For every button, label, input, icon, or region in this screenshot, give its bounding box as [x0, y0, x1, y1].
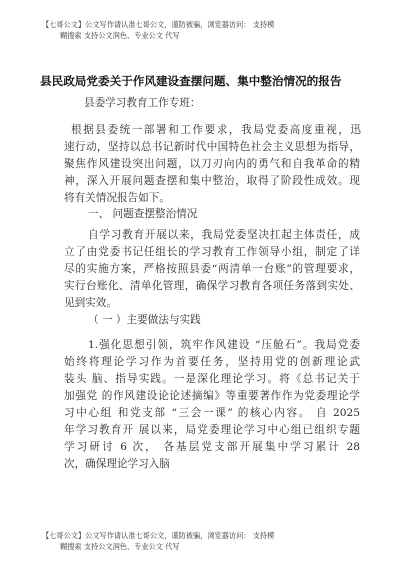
body-line: 装头 脑、指导实践。一是深化理论学习。将《总书记关于 — [64, 373, 360, 385]
body-line: 神，深入开展问题查摆和集中整治，取得了阶段性成效。现 — [64, 175, 360, 187]
body-line: 将有关情况报告如下。 — [64, 192, 170, 204]
footer-line-1: 【七哥公文】公文写作请认准七哥公文，谨防被骗，浏览器访问： 支持模 — [42, 531, 275, 540]
body-line: 学习研讨 6 次， 各基层党支部开展集中学习累计 28 — [64, 441, 360, 453]
body-line: 加强党 的作风建设论论述摘编》等重要著作作为党委理论学 — [64, 390, 360, 402]
body-line: 尽的实施方案，严格按照县委“两清单一台账”的管理要求， — [64, 263, 360, 275]
body-line: 见到实效。 — [64, 297, 117, 309]
footer-watermark-note — [42, 530, 382, 552]
header-watermark-note — [42, 19, 382, 41]
body-line: 自学习教育开展以来，我局党委坚决扛起主体责任，成 — [88, 229, 360, 241]
body-line: 速行动，坚持以总书记新时代中国特色社会主义思想为指导， — [64, 141, 360, 153]
section-heading: 一、 问题查摆整治情况 — [88, 208, 198, 220]
footer-line-2: 糊搜索 支持公文润色、专业公文 代写 — [60, 542, 180, 551]
body-line: 年学习教育开 展以来，局党委理论学习中心组已组织专题 — [64, 424, 360, 436]
body-line: 实行台账化、清单化管理，确保学习教育各项任务落到实处、 — [64, 280, 360, 292]
header-line-2: 糊搜索 支持公文润色、专业公文 代写 — [60, 31, 180, 40]
salutation: 县委学习教育工作专班： — [84, 97, 201, 109]
body-line: 习中心组 和党支部 “三会一课” 的核心内容。 自 2025 — [64, 407, 360, 419]
body-line: 根据县委统一部署和工作要求，我局党委高度重视，迅 — [71, 124, 361, 136]
body-line: 1.强化思想引领，筑牢作风建设 “压舱石”。我局党委 — [88, 339, 360, 351]
document-title: 县民政局党委关于作风建设查摆问题、集中整治情况的报告 — [40, 74, 342, 88]
body-line: 立了由党委书记任组长的学习教育工作领导小组，制定了详 — [64, 246, 360, 258]
body-line: 始终将理论学习作为首要任务，坚持用党的创新理论武 — [64, 356, 360, 368]
body-line: 次，确保理论学习入脑 — [64, 458, 170, 470]
body-line: 聚焦作风建设突出问题，以刀刃向内的勇气和自我革命的精 — [64, 158, 360, 170]
header-line-1: 【七哥公文】公文写作请认准七哥公文，谨防被骗，浏览器访问： 支持模 — [42, 20, 275, 29]
subsection-heading: （ 一 ）主要做法与实践 — [88, 314, 201, 326]
